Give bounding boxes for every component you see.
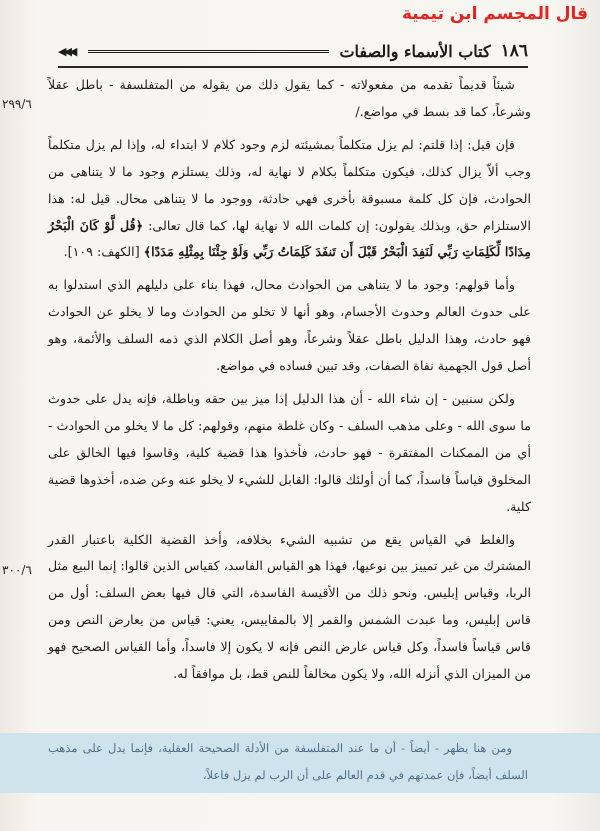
quran-verse: ﴿قُل لَّوْ كَانَ الْبَحْرُ مِدَادًا لِّكَلِمَاتِ رَبِّي لَنَفِدَ الْبَحْرُ قَبْلَ أَن تَنفَدَ كَلِمَاتُ رَبِّي وَلَوْ جِئْنَا بِمِثْلِهِ مَدَدًا﴾ [48, 217, 531, 260]
paragraph: ولكن سنبين - إن شاء الله - أن هذا الدليل إذا ميز بين حقه وباطلة، فإنه يدل على حدوث ما سوى الله - وعلى مذهب السلف - وكان غلطة منهم، وقولهم: كل ما لا يخلو من الحوادث - أي من الممكنات المفتقرة - فهو حادث، فأخذوا هذا قضية كلية، وقاسوا فيها الخالق على المخلوق قياساً فاسداً، كما أن أولئك قالوا: القابل للشيء لا يخلو عنه وعن ضده، أخذوها قضية كلية. [48, 390, 531, 514]
paragraph [48, 132, 531, 267]
verse-reference: [الكهف: ١٠٩]. [63, 244, 140, 260]
book-title: كتاب الأسماء والصفات [339, 41, 491, 61]
margin-note: ٢٩٩/٦ [2, 97, 32, 111]
highlighted-text [48, 735, 528, 789]
page-text [48, 72, 531, 688]
header-divider [88, 50, 329, 53]
ornament-icon: ◀◀◀ [58, 44, 75, 58]
margin-note: ٣٠٠/٦ [2, 563, 32, 577]
paragraph: والغلط في القياس يقع من تشبيه الشيء بخلافه، وأخذ القضية الكلية باعتبار القدر المشترك من غير تمييز بين نوعيها، فهذا هو القياس الفاسد، كقياس الذين قالوا: إنما البيع مثل الربا، وقياس إبليس. ونحو ذلك من الأقيسة الفاسدة، التي قال فيها بعض السلف: أول من قاس إبليس، وما عبدت الشمس والقمر إلا بالمقاييس، يعني: قياس من يعارض النص ومن قاس قياساً فاسداً، وكل قياس عارض النص فإنه لا يكون إلا فاسداً، وأما القياس الصحيح فهو من الميزان الذي أنزله الله، ولا يكون مخالفاً للنص قط، بل موافقاً له. [48, 531, 531, 682]
paragraph: ومن هنا يظهر - أيضاً - أن ما عند المتفلسفة من الأدلة الصحيحة العقلية، فإنما يدل على مذهب السلف أيضاً، فإن عمدتهم في قدم العالم على أن الرب لم يزل فاعلاً، [48, 741, 528, 782]
header-rule [58, 66, 528, 68]
page-number: ١٨٦ [500, 41, 528, 61]
paragraph: وأما قولهم: وجود ما لا يتناهى من الحوادث محال، فهذا بناء على دليلهم الذي استدلوا به على حدوث العالم وحدوث الأجسام، وهو أنها لا تخلو من الحوادث وما لا يخلو عن الحوادث فهو حادث، وهذا الدليل باطل عقلاً وشرعاً، وهو أصل الكلام الذي ذمه السلف والأئمة، وهو أصل قول الجهمية نفاة الصفات، وقد تبين فساده في مواضع. [48, 277, 531, 374]
red-caption: قال المجسم ابن تيمية [402, 4, 588, 24]
paragraph-text: فإن قيل: إذا قلتم: لم يزل متكلماً بمشيئته لزم وجود كلام لا ابتداء له، وإذا لم يزل متكلماً وجب ألاّ يزال كذلك، فيكون متكلماً بكلام لا نهاية له، وذلك يستلزم وجود ما لا يتناهى من الحوادث، فإن كل كلمة مسبوقة بأخرى فهي حادثة، ووجود ما لا يتناهى محال. قيل له: هذا الاستلزام حق، وبذلك يقولون: إن كلمات الله لا نهاية لها، كما قال تعالى: [48, 136, 531, 233]
page-header [58, 38, 528, 64]
paragraph: شيئاً قديماً تقدمه من مفعولاته - كما يقول ذلك من يقوله من المتفلسفة - باطل عقلاً وشرعاً، كما قد بسط في مواضع./ [48, 77, 531, 119]
